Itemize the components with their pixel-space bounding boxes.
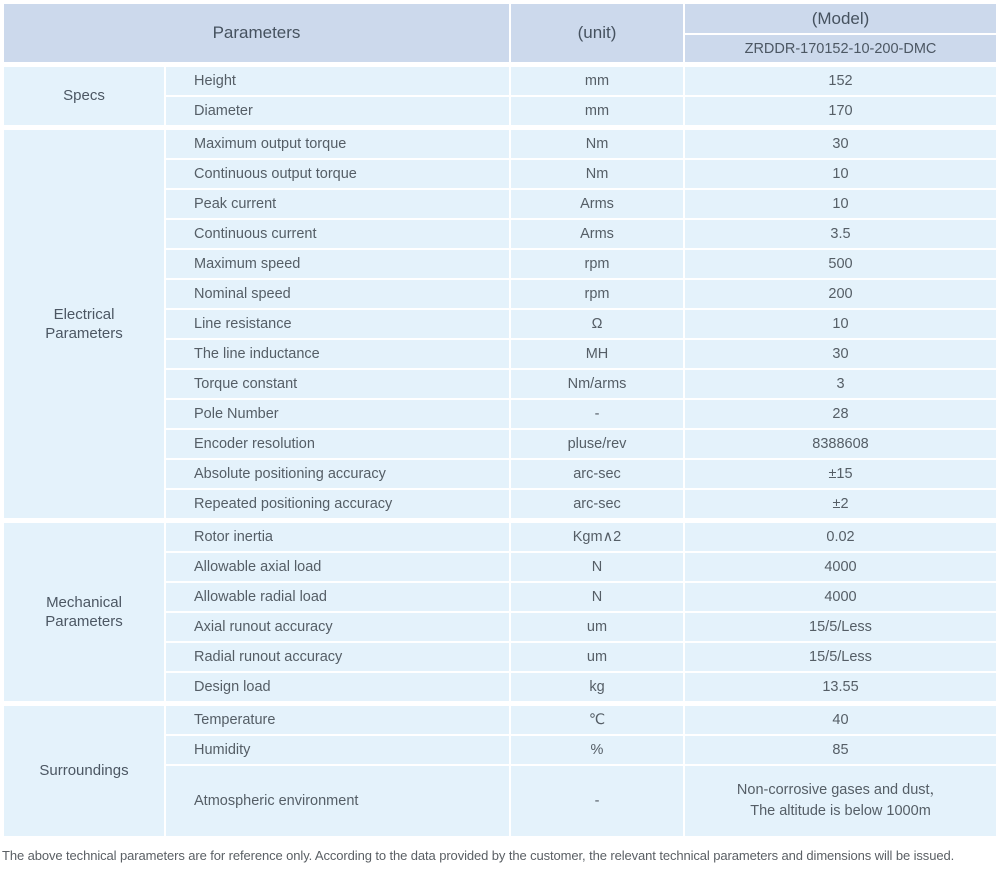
table-row xyxy=(3,128,997,160)
unit-cell: Arms xyxy=(510,219,684,249)
param-name-cell: Encoder resolution xyxy=(165,429,510,459)
value-cell: 15/5/Less xyxy=(684,642,997,672)
unit-cell: rpm xyxy=(510,249,684,279)
value-cell: 30 xyxy=(684,128,997,160)
value-cell: 3.5 xyxy=(684,219,997,249)
value-line: The altitude is below 1000m xyxy=(750,803,931,819)
param-name-cell: Diameter xyxy=(165,96,510,128)
unit-cell: um xyxy=(510,612,684,642)
table-row xyxy=(3,65,997,97)
param-name-cell: The line inductance xyxy=(165,339,510,369)
header-model-number: ZRDDR-170152-10-200-DMC xyxy=(684,34,997,65)
param-name-cell: Continuous output torque xyxy=(165,159,510,189)
param-name-cell: Temperature xyxy=(165,704,510,736)
value-cell: 10 xyxy=(684,309,997,339)
param-name-cell: Atmospheric environment xyxy=(165,765,510,837)
value-cell: 40 xyxy=(684,704,997,736)
unit-cell: Nm/arms xyxy=(510,369,684,399)
value-cell: 28 xyxy=(684,399,997,429)
value-cell: 13.55 xyxy=(684,672,997,704)
unit-cell: N xyxy=(510,552,684,582)
unit-cell: mm xyxy=(510,96,684,128)
unit-cell: MH xyxy=(510,339,684,369)
param-name-cell: Pole Number xyxy=(165,399,510,429)
param-name-cell: Continuous current xyxy=(165,219,510,249)
param-name-cell: Maximum speed xyxy=(165,249,510,279)
unit-cell: pluse/rev xyxy=(510,429,684,459)
unit-cell: - xyxy=(510,765,684,837)
page xyxy=(0,2,998,882)
unit-cell: Nm xyxy=(510,159,684,189)
value-cell: 8388608 xyxy=(684,429,997,459)
table-header xyxy=(3,3,997,65)
value-cell: 200 xyxy=(684,279,997,309)
param-name-cell: Maximum output torque xyxy=(165,128,510,160)
param-name-cell: Nominal speed xyxy=(165,279,510,309)
param-name-cell: Line resistance xyxy=(165,309,510,339)
param-name-cell: Rotor inertia xyxy=(165,521,510,553)
unit-cell: Ω xyxy=(510,309,684,339)
value-cell: 15/5/Less xyxy=(684,612,997,642)
unit-cell: Nm xyxy=(510,128,684,160)
param-name-cell: Torque constant xyxy=(165,369,510,399)
unit-cell: Arms xyxy=(510,189,684,219)
value-cell xyxy=(684,765,997,837)
unit-cell: ℃ xyxy=(510,704,684,736)
unit-cell: Kgm∧2 xyxy=(510,521,684,553)
param-name-cell: Allowable radial load xyxy=(165,582,510,612)
group-cell-specs: Specs xyxy=(3,65,165,128)
value-cell: 10 xyxy=(684,159,997,189)
value-cell: 4000 xyxy=(684,552,997,582)
value-cell: ±2 xyxy=(684,489,997,521)
value-cell: 500 xyxy=(684,249,997,279)
param-name-cell: Axial runout accuracy xyxy=(165,612,510,642)
unit-cell: um xyxy=(510,642,684,672)
value-cell: 152 xyxy=(684,65,997,97)
param-name-cell: Humidity xyxy=(165,735,510,765)
group-cell-surroundings: Surroundings xyxy=(3,704,165,838)
param-name-cell: Absolute positioning accuracy xyxy=(165,459,510,489)
value-cell: 30 xyxy=(684,339,997,369)
value-cell: ±15 xyxy=(684,459,997,489)
unit-cell: N xyxy=(510,582,684,612)
unit-cell: % xyxy=(510,735,684,765)
value-cell: 10 xyxy=(684,189,997,219)
header-row xyxy=(3,3,997,34)
param-name-cell: Peak current xyxy=(165,189,510,219)
value-cell: 3 xyxy=(684,369,997,399)
param-name-cell: Radial runout accuracy xyxy=(165,642,510,672)
group-cell-mechanical: Mechanical Parameters xyxy=(3,521,165,704)
value-cell: 4000 xyxy=(684,582,997,612)
param-name-cell: Design load xyxy=(165,672,510,704)
table-row xyxy=(3,521,997,553)
value-cell: 0.02 xyxy=(684,521,997,553)
header-parameters: Parameters xyxy=(3,3,510,65)
value-line: Non-corrosive gases and dust， xyxy=(736,781,945,798)
header-unit: (unit) xyxy=(510,3,684,65)
table-row xyxy=(3,704,997,736)
value-cell: 170 xyxy=(684,96,997,128)
unit-cell: mm xyxy=(510,65,684,97)
group-cell-electrical: Electrical Parameters xyxy=(3,128,165,521)
param-name-cell: Height xyxy=(165,65,510,97)
unit-cell: kg xyxy=(510,672,684,704)
header-model: (Model) xyxy=(684,3,997,34)
spec-table xyxy=(2,2,998,838)
value-cell: 85 xyxy=(684,735,997,765)
unit-cell: arc-sec xyxy=(510,459,684,489)
param-name-cell: Allowable axial load xyxy=(165,552,510,582)
unit-cell: arc-sec xyxy=(510,489,684,521)
unit-cell: - xyxy=(510,399,684,429)
footnote: The above technical parameters are for reference only. According to the data provided by the customer, the relevant technical parameters and dimensions will be issued. xyxy=(2,848,955,863)
param-name-cell: Repeated positioning accuracy xyxy=(165,489,510,521)
unit-cell: rpm xyxy=(510,279,684,309)
